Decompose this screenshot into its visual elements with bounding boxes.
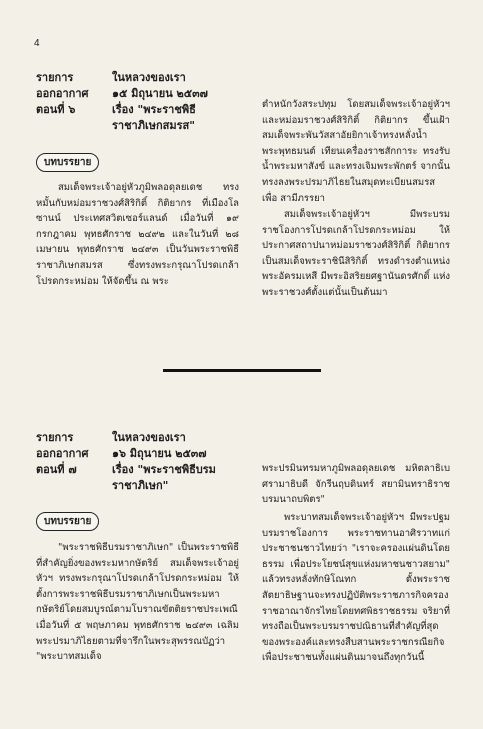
- episode-title: เรื่อง "พระราชพิธีราชาภิเษกสมรส": [112, 103, 196, 132]
- broadcast-label: ออกอากาศ: [36, 447, 89, 460]
- episode-label: ตอนที่ ๗: [36, 463, 77, 476]
- program-value: ในหลวงของเรา: [112, 431, 186, 444]
- program-label: รายการ: [36, 71, 74, 84]
- program-value: ในหลวงของเรา: [112, 71, 186, 84]
- section2-paragraph-right-1: พระปรมินทรมหาภูมิพลอดุลยเดช มหิตลาธิเบศรามาธิบดี จักรีนฤบดินทร์ สยามินทราธิราช บรมนาถบพิตร": [262, 463, 450, 506]
- section2-paragraph-left: "พระราชพิธีบรมราชาภิเษก" เป็นพระราชพิธีที่สำคัญยิ่งของพระมหากษัตริย์ สมเด็จพระเจ้าอยู่หัวฯ ทรงพระกรุณาโปรดเกล้าโปรดกระหม่อม ให้ตั้งการพระราชพิธีบรมราชาภิเษกเป็นพระมหากษัตริย์โดยสมบูรณ์ตามโบราณขัตติยราชประเพณี เมื่อวันที่ ๕ พฤษภาคม พุทธศักราช ๒๔๙๓ เฉลิมพระปรมาภิไธยตามที่จารึกในพระสุพรรณบัฏว่า "พระบาทสมเด็จ: [36, 542, 239, 663]
- program-label: รายการ: [36, 431, 74, 444]
- episode-title: เรื่อง "พระราชพิธีบรมราชาภิเษก": [112, 463, 216, 492]
- section1-paragraph-right-1: ตำหนักวังสระปทุม โดยสมเด็จพระเจ้าอยู่หัวฯ และหม่อมราชวงศ์สิริกิติ์ กิติยากร ขึ้นเฝ้าสมเด็จพระพันวัสสาอัยยิกาเจ้าทรงหลั่งน้ำพระพุทธมนต์ เทียนเครื่องราชสักการะ ทรงรับน้ำพระมหาสังข์ และทรงเจิมพระพักตร์ จากนั้นทรงลงพระปรมาภิไธยในสมุดทะเบียนสมรสเพื่อ สามีภรรยา: [262, 99, 450, 204]
- broadcast-date: ๑๖ มิถุนายน ๒๕๓๗: [112, 447, 207, 460]
- page-number: 4: [34, 38, 40, 49]
- section1-paragraph-right-2: สมเด็จพระเจ้าอยู่หัวฯ มีพระบรมราชโองการโปรดเกล้าโปรดกระหม่อม ให้ประกาศสถาปนาหม่อมราชวงศ์สิริกิติ์ กิติยากร เป็นสมเด็จพระราชินีสิริกิติ์ ทรงดำรงตำแหน่งพระอัครมเหสี มีพระอิสริยยศฐานันดรศักดิ์ แห่งพระราชวงศ์ตั้งแต่นั้นเป็นต้นมา: [262, 209, 450, 298]
- section1-header: [36, 70, 236, 134]
- section2-header: [36, 430, 241, 494]
- broadcast-label: ออกอากาศ: [36, 87, 89, 100]
- section1-paragraph-left: สมเด็จพระเจ้าอยู่หัวภูมิพลอดุลยเดช ทรงหมั้นกับหม่อมราชวงศ์สิริกิติ์ กิติยากร ที่เมืองโลซานน์ ประเทศสวิตเซอร์แลนด์ เมื่อวันที่ ๑๙ กรกฎาคม พุทธศักราช ๒๔๙๒ และในวันที่ ๒๘ เมษายน พุทธศักราช ๒๔๙๓ เป็นวันพระราชพิธีราชาภิเษกสมรส ซึ่งทรงพระกรุณาโปรดเกล้าโปรดกระหม่อม ให้จัดขึ้น ณ พระ: [36, 182, 239, 287]
- narration-tag: บทบรรยาย: [36, 512, 99, 531]
- narration-tag: บทบรรยาย: [36, 153, 99, 172]
- broadcast-date: ๑๕ มิถุนายน ๒๕๓๗: [112, 87, 208, 100]
- section-divider: [163, 369, 321, 372]
- section2-paragraph-right-2: พระบาทสมเด็จพระเจ้าอยู่หัวฯ มีพระปฐมบรมราชโองการ พระราชทานอาศิรวาทแก่ประชาชนชาวไทยว่า "เราจะครองแผ่นดินโดยธรรม เพื่อประโยชน์สุขแห่งมหาชนชาวสยาม" แล้วทรงหลั่งทักษิโณทก ตั้งพระราชสัตยาธิษฐานจะทรงปฏิบัติพระราชภารกิจครองราชอาณาจักรไทยโดยทศพิธราชธรรม จริยาที่ทรงถือเป็นพระบรมราชปณิธานที่สำคัญที่สุดของพระองค์และทรงสืบสานพระราชกรณียกิจเพื่อประชาชนทั้งแผ่นดินมาจนถึงทุกวันนี้: [262, 512, 450, 664]
- episode-label: ตอนที่ ๖: [36, 103, 76, 116]
